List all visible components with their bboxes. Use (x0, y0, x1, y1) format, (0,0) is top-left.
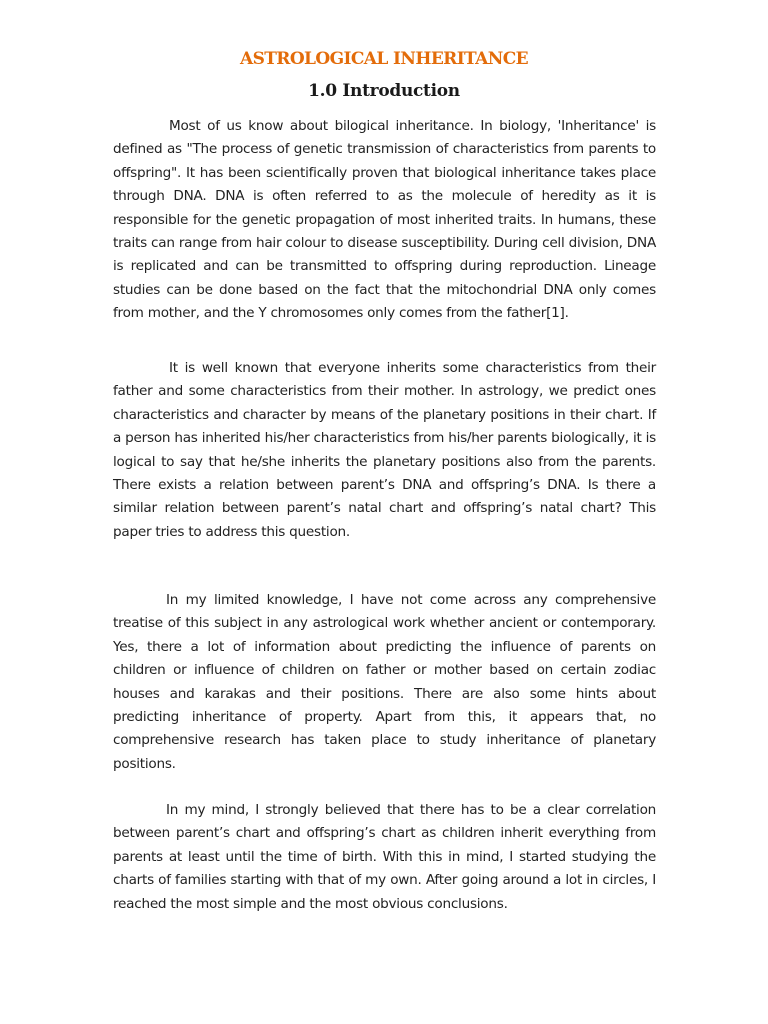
paragraph-3: In my limited knowledge, I have not come across any comprehensive treatise of this subject in any astrological work whether ancient or contemporary. Yes, there a lot of information about predicting the influence of parents on children or influence of children on father or mother based on certain zodiac houses and karakas and their positions. There are also some hints about predicting inheritance of property. Apart from this, it appears that, no comprehensive research has taken place to study inheritance of planetary positions. (113, 592, 656, 772)
paragraph-1: Most of us know about bilogical inheritance. In biology, 'Inheritance' is defined as "The process of genetic transmission of characteristics from parents to offspring". It has been scientifically proven that biological inheritance takes place through DNA. DNA is often referred to as the molecule of heredity as it is responsible for the genetic propagation of most inherited traits. In humans, these traits can range from hair colour to disease susceptibility. During cell division, DNA is replicated and can be transmitted to offspring during reproduction. Lineage studies can be done based on the fact that the mitochondrial DNA only comes from mother, and the Y chromosomes only comes from the father[1]. (113, 118, 656, 322)
paragraph-4: In my mind, I strongly believed that there has to be a clear correlation between parent’s chart and offspring’s chart as children inherit everything from parents at least until the time of birth. With this in mind, I started studying the charts of families starting with that of my own. After going around a lot in circles, I reached the most simple and the most obvious conclusions. (113, 802, 656, 912)
section-heading: 1.0 Introduction (308, 81, 460, 101)
paragraph-2: It is well known that everyone inherits some characteristics from their father and some characteristics from their mother. In astrology, we predict ones characteristics and character by means of the planetary positions in their chart. If a person has inherited his/her characteristics from his/her parents biologically, it is logical to say that he/she inherits the planetary positions also from the parents. There exists a relation between parent’s DNA and offspring’s DNA. Is there a similar relation between parent’s natal chart and offspring’s natal chart? This paper tries to address this question. (113, 360, 656, 540)
document-title: ASTROLOGICAL INHERITANCE (239, 49, 528, 69)
